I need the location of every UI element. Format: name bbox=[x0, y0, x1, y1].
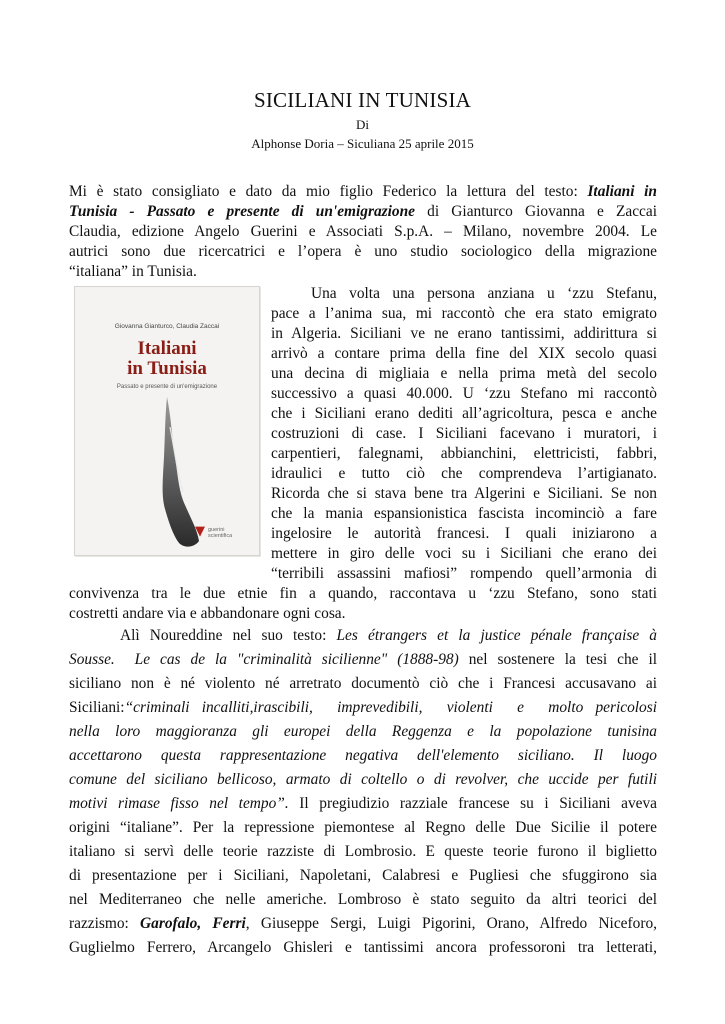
text-run: Il pregiudizio razziale francese su i Siciliani aveva bbox=[288, 795, 657, 812]
text-line: Claudia, edizione Angelo Guerini e Associati S.p.A. – Milano, novembre 2004. Le bbox=[69, 223, 657, 240]
quote-italic: “criminali incalliti,irascibili, imprevedibili, violenti e molto pericolosi bbox=[124, 699, 657, 716]
quote-line: accettarono questa rappresentazione negativa dell'elemento siciliano. Il luogo bbox=[69, 747, 657, 764]
text-line: una decina di migliaia e nella prima metà del secolo bbox=[271, 365, 657, 382]
book-cover-image bbox=[74, 286, 260, 556]
text-line bbox=[69, 794, 657, 814]
text-run: Mi è stato consigliato e dato da mio figlio Federico la lettura del testo: bbox=[69, 183, 588, 200]
text-line bbox=[69, 202, 657, 222]
cover-title bbox=[75, 339, 259, 379]
book-title-emphasis: Italiani in bbox=[587, 183, 657, 200]
text-run: razzismo: bbox=[69, 915, 141, 932]
text-line: carpentieri, falegnami, abbianchini, elettricisti, fabbri, bbox=[271, 445, 657, 462]
quote-line: nella loro maggioranza gli europei della Reggenza e la popolazione tunisina bbox=[69, 723, 657, 740]
text-line: Ricorda che si stava bene tra Algerini e Siciliani. Se non bbox=[271, 485, 657, 502]
text-line: siciliano non è né violento né arretrato documentò ciò che i Francesi accusavano ai bbox=[69, 675, 657, 692]
text-line: autrici sono due ricercatrici e l’opera è uno studio sociologico della migrazione bbox=[69, 243, 657, 260]
cover-authors: Giovanna Gianturco, Claudia Zaccai bbox=[114, 323, 220, 330]
text-line: di presentazione per i Siciliani, Napoletani, Calabresi e Pugliesi che sfuggirono sia bbox=[69, 867, 657, 884]
text-line: costruzioni di case. I Siciliani facevano i muratori, i bbox=[271, 425, 657, 442]
text-line: nel Mediterraneo che nelle americhe. Lombroso è stato seguito da altri teorici del bbox=[69, 891, 657, 908]
text-line: arrivò a contare prima della fine del XIX secolo quasi bbox=[271, 345, 657, 362]
text-line: che la mania espansionistica fascista incominciò a fare bbox=[271, 505, 657, 522]
text-line: successivo a quasi 40.000. U ‘zzu Stefano mi raccontò bbox=[271, 385, 657, 402]
byline: Alphonse Doria – Siculiana 25 aprile 2015 bbox=[251, 136, 474, 151]
book-title-emphasis: Tunisia - Passato e presente di un'emigrazione bbox=[69, 203, 416, 220]
text-line: ingelosire le autorità francesi. I quali iniziarono a bbox=[271, 525, 657, 542]
cover-title-line: in Tunisia bbox=[127, 358, 207, 379]
cover-subtitle: Passato e presente di un'emigrazione bbox=[116, 384, 218, 390]
publisher-name: guerini scientifica bbox=[208, 527, 233, 539]
text-line: costretti andare via e abbandonare ogni cosa. bbox=[69, 605, 346, 622]
text-line: che i Siciliani erano dediti all’agricoltura, pesca e anche bbox=[271, 405, 657, 422]
text-line: convivenza tra le due etnie fin a quando, raccontava u ‘zzu Stefano, sono stati bbox=[69, 585, 657, 602]
text-run: nel sostenere la tesi che il bbox=[458, 651, 658, 668]
byline-di: Di bbox=[356, 117, 369, 132]
text-run: Siciliani: bbox=[69, 699, 125, 716]
document-title: SICILIANI IN TUNISIA bbox=[253, 88, 472, 112]
publisher-logo bbox=[195, 523, 247, 543]
quote-italic: motivi rimase fisso nel tempo”. bbox=[69, 795, 289, 812]
text-line: italiano si servì delle teorie razziste di Lombrosio. E queste teorie furono il biglietto bbox=[69, 843, 657, 860]
book-title-italic: Sousse. Le cas de la "criminalità sicilienne" (1888-98) bbox=[69, 651, 459, 668]
text-line: “italiana” in Tunisia. bbox=[69, 263, 197, 280]
text-line: “terribili assassini mafiosi” rompendo quell’armonia di bbox=[271, 565, 657, 582]
text-run: di Gianturco Giovanna e Zaccai bbox=[415, 203, 657, 220]
text-line: pace a l’anima sua, mi raccontò che era stato emigrato bbox=[271, 305, 657, 322]
text-line bbox=[69, 182, 657, 202]
text-line: Una volta una persona anziana u ‘zzu Stefanu, bbox=[311, 285, 657, 302]
text-line: idraulici e tutto ciò che comprendeva l’artigianato. bbox=[271, 465, 657, 482]
text-line bbox=[69, 698, 657, 718]
text-line bbox=[69, 626, 657, 646]
text-line: origini “italiane”. Per la repressione piemontese al Regno delle Due Sicilie il potere bbox=[69, 819, 657, 836]
names-emphasis: Garofalo, Ferri bbox=[140, 915, 246, 932]
publisher-mark-icon: ▼ bbox=[195, 524, 205, 539]
text-run: Alì Noureddine nel suo testo: bbox=[120, 627, 337, 644]
book-title-italic: Les étrangers et la justice pénale française à bbox=[336, 627, 657, 644]
text-line: in Algeria. Siciliani ve ne erano tantissimi, addirittura si bbox=[271, 325, 657, 342]
text-line: mettere in giro delle voci su i Siciliani che erano dei bbox=[271, 545, 657, 562]
quote-line: comune del siciliano bellicoso, armato di coltello o di revolver, che uccide per futili bbox=[69, 771, 657, 788]
cover-title-line: Italiani bbox=[137, 338, 197, 359]
text-line bbox=[69, 914, 657, 934]
text-line: Guglielmo Ferrero, Arcangelo Ghisleri e tantissimi ancora professoroni tra letterati, bbox=[69, 939, 657, 956]
text-run: , Giuseppe Sergi, Luigi Pigorini, Orano, Alfredo Niceforo, bbox=[245, 915, 657, 932]
text-line bbox=[69, 650, 657, 670]
